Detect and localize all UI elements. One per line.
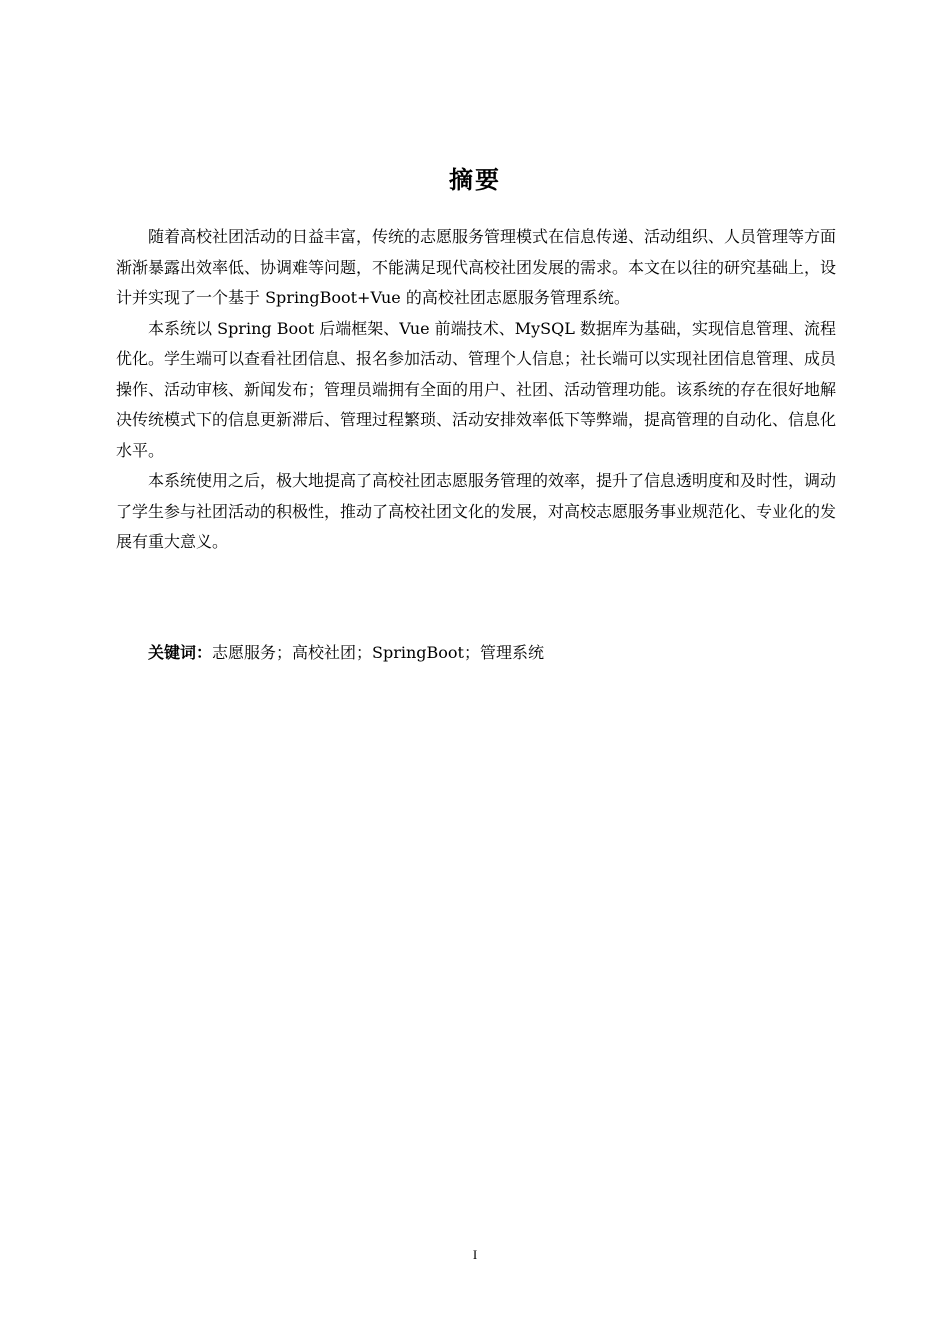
keywords-label: 关键词：: [148, 643, 213, 662]
abstract-title: 摘要: [449, 166, 501, 194]
keywords-line: [116, 638, 836, 668]
abstract-paragraph-3: 本系统使用之后，极大地提高了高校社团志愿服务管理的效率，提升了信息透明度和及时性，调动了学生参与社团活动的积极性，推动了高校社团文化的发展，对高校志愿服务事业规范化、专业化的发展有重大意义。: [116, 471, 837, 551]
abstract-body: [116, 222, 836, 558]
abstract-paragraph-2: 本系统以 Spring Boot 后端框架、Vue 前端技术、MySQL 数据库为基础，实现信息管理、流程优化。学生端可以查看社团信息、报名参加活动、管理个人信息；社长端可以实现社团信息管理、成员操作、活动审核、新闻发布；管理员端拥有全面的用户、社团、活动管理功能。该系统的存在很好地解决传统模式下的信息更新滞后、管理过程繁琐、活动安排效率低下等弊端，提高管理的自动化、信息化水平。: [116, 318, 837, 460]
keywords-text: 志愿服务；高校社团；SpringBoot；管理系统: [212, 643, 544, 662]
abstract-paragraph-1: 随着高校社团活动的日益丰富，传统的志愿服务管理模式在信息传递、活动组织、人员管理等方面渐渐暴露出效率低、协调难等问题，不能满足现代高校社团发展的需求。本文在以往的研究基础上，设计并实现了一个基于 SpringBoot+Vue 的高校社团志愿服务管理系统。: [116, 227, 837, 307]
page-number: I: [472, 1247, 478, 1262]
